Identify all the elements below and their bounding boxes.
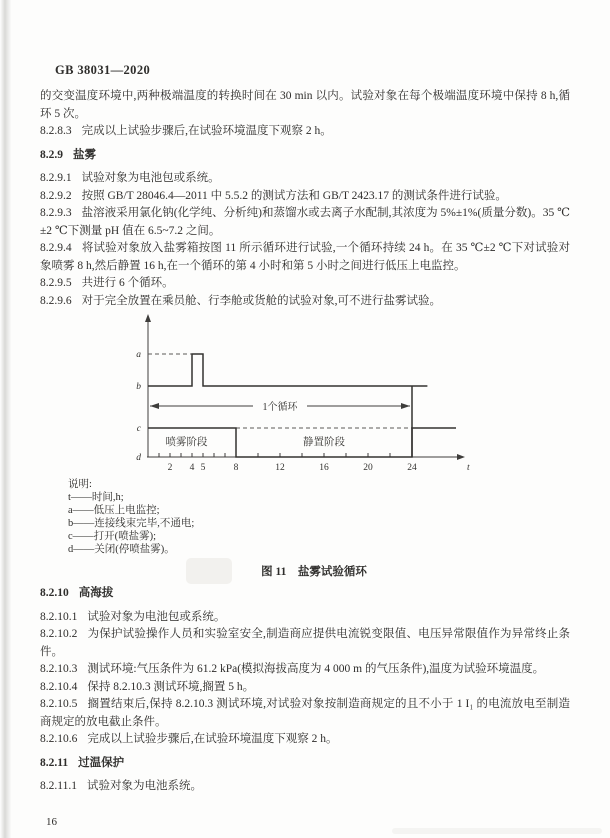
legend-title: 说明: — [68, 479, 92, 490]
clause-8-2-9-5 — [40, 275, 570, 293]
clause-text: 搁置结束后,保持 8.2.10.3 测试环境,对试验对象按制造商规定的且不小于 1 I₁ 的电流放电至制造商规定的放电截止条件。 — [40, 698, 570, 728]
salt-spray-cycle-chart — [48, 312, 528, 476]
clause-number: 8.2.9.3 — [40, 207, 72, 219]
svg-text:12: 12 — [275, 463, 285, 473]
clause-number: 8.2.10 — [40, 587, 69, 599]
clause-8-2-10-1 — [40, 609, 570, 627]
clause-text: 试验对象为电池包或系统。 — [81, 172, 220, 184]
clause-text: 完成以上试验步骤后,在试验环境温度下观察 2 h。 — [87, 733, 338, 745]
clause-number: 8.2.9.1 — [40, 172, 72, 184]
clause-8-2-9-2 — [40, 188, 570, 206]
clause-number: 8.2.10.6 — [40, 733, 78, 745]
clause-text: 共进行 6 个循环。 — [81, 277, 174, 289]
clause-8-2-8-3 — [40, 123, 570, 141]
clause-text: 为保护试验操作人员和实验室安全,制造商应提供电流锐变限值、电压异常限值作为异常终止条件。 — [40, 628, 570, 658]
svg-text:d: d — [136, 453, 141, 463]
clause-8-2-9-4 — [40, 240, 570, 275]
clause-number: 8.2.11.1 — [40, 780, 77, 792]
svg-text:c: c — [136, 424, 141, 434]
legend-item-b: b——连接线束完毕,不通电; — [68, 518, 195, 529]
clause-8-2-9-1 — [40, 170, 570, 188]
clause-number: 8.2.10.3 — [40, 663, 78, 675]
clause-text: 测试环境:气压条件为 61.2 kPa(模拟海拔高度为 4 000 m 的气压条件),温度为试验环境温度。 — [87, 663, 545, 675]
figure-11 — [40, 312, 570, 579]
heading-8-2-9 — [40, 147, 570, 165]
heading-8-2-10 — [40, 585, 570, 603]
clause-number: 8.2.10.1 — [40, 610, 78, 623]
svg-text:20: 20 — [363, 463, 373, 473]
svg-text:静置阶段: 静置阶段 — [303, 437, 345, 448]
heading-text: 盐雾 — [73, 148, 96, 161]
clause-number: 8.2.8.3 — [40, 125, 72, 137]
clause-8-2-10-5 — [40, 696, 570, 731]
clause-8-2-10-3 — [40, 661, 570, 679]
clause-number: 8.2.9.4 — [40, 242, 72, 254]
clause-number: 8.2.10.5 — [40, 698, 78, 710]
legend-item-t: t——时间,h; — [68, 492, 124, 503]
content-area — [40, 88, 570, 796]
heading-8-2-11 — [40, 755, 570, 773]
legend-item-a: a——低压上电监控; — [68, 505, 160, 516]
heading-text: 高海拔 — [78, 587, 114, 599]
svg-text:2: 2 — [167, 463, 173, 473]
clause-number: 8.2.9.6 — [40, 294, 72, 307]
clause-text: 试验对象为电池包或系统。 — [87, 610, 226, 623]
clause-text: 将试验对象放入盐雾箱按图 11 所示循环进行试验,一个循环持续 24 h。在 35 ℃±2 ℃下对试验对象喷雾 8 h,然后静置 16 h,在一个循环的第 4 小时和第 5 小时之间进行低压上电监控。 — [40, 242, 570, 272]
clause-number: 8.2.10.4 — [40, 680, 78, 693]
clause-number: 8.2.9.2 — [40, 189, 72, 202]
clause-text: 盐溶液采用氯化钠(化学纯、分析纯)和蒸馏水或去离子水配制,其浓度为 5%±1%(质量分数)。35 ℃±2 ℃下测量 pH 值在 6.5~7.2 之间。 — [40, 207, 570, 237]
clause-text: 对于完全放置在乘员舱、行李舱或货舱的试验对象,可不进行盐雾试验。 — [81, 294, 441, 307]
clause-8-2-9-3 — [40, 205, 570, 240]
scan-watermark — [186, 558, 232, 584]
figure-legend — [68, 478, 570, 556]
clause-number: 8.2.9.5 — [40, 277, 72, 289]
svg-text:4: 4 — [189, 463, 195, 473]
figure-caption: 图 11 盐雾试验循环 — [261, 566, 367, 578]
scan-left-edge — [0, 0, 11, 838]
svg-text:b: b — [136, 382, 141, 392]
clause-8-2-9-6 — [40, 293, 570, 311]
legend-item-c: c——打开(喷盐雾); — [68, 531, 157, 542]
clause-number: 8.2.9 — [40, 148, 63, 161]
svg-text:a: a — [136, 350, 141, 360]
clause-text: 的交变温度环境中,两种极端温度的转换时间在 30 min 以内。试验对象在每个极端温度环境中保持 8 h,循环 5 次。 — [40, 90, 570, 120]
clause-8-2-11-1 — [40, 778, 570, 796]
clause-text: 保持 8.2.10.3 测试环境,搁置 5 h。 — [87, 680, 255, 693]
clause-number: 8.2.11 — [40, 756, 69, 769]
heading-text: 过温保护 — [78, 756, 125, 769]
svg-text:24: 24 — [407, 463, 417, 473]
svg-text:喷雾阶段: 喷雾阶段 — [165, 437, 208, 448]
svg-text:5: 5 — [200, 463, 206, 473]
legend-item-d: d——关闭(停喷盐雾)。 — [68, 544, 175, 555]
clause-continuation — [40, 88, 570, 123]
svg-text:t: t — [467, 463, 470, 473]
clause-text: 按照 GB/T 28046.4—2011 中 5.5.2 的测试方法和 GB/T 2423.17 的测试条件进行试验。 — [81, 189, 507, 202]
clause-number: 8.2.10.2 — [40, 628, 78, 640]
clause-8-2-10-2 — [40, 626, 570, 661]
page-number: 16 — [46, 816, 57, 828]
svg-text:8: 8 — [233, 463, 239, 473]
document-header: GB 38031—2020 — [55, 63, 151, 77]
clause-text: 完成以上试验步骤后,在试验环境温度下观察 2 h。 — [81, 125, 332, 137]
clause-text: 试验对象为电池系统。 — [86, 780, 202, 792]
svg-text:1个循环: 1个循环 — [262, 402, 298, 413]
clause-8-2-10-6 — [40, 731, 570, 749]
svg-text:16: 16 — [319, 463, 329, 473]
clause-8-2-10-4 — [40, 679, 570, 697]
scan-smudge — [392, 828, 602, 834]
